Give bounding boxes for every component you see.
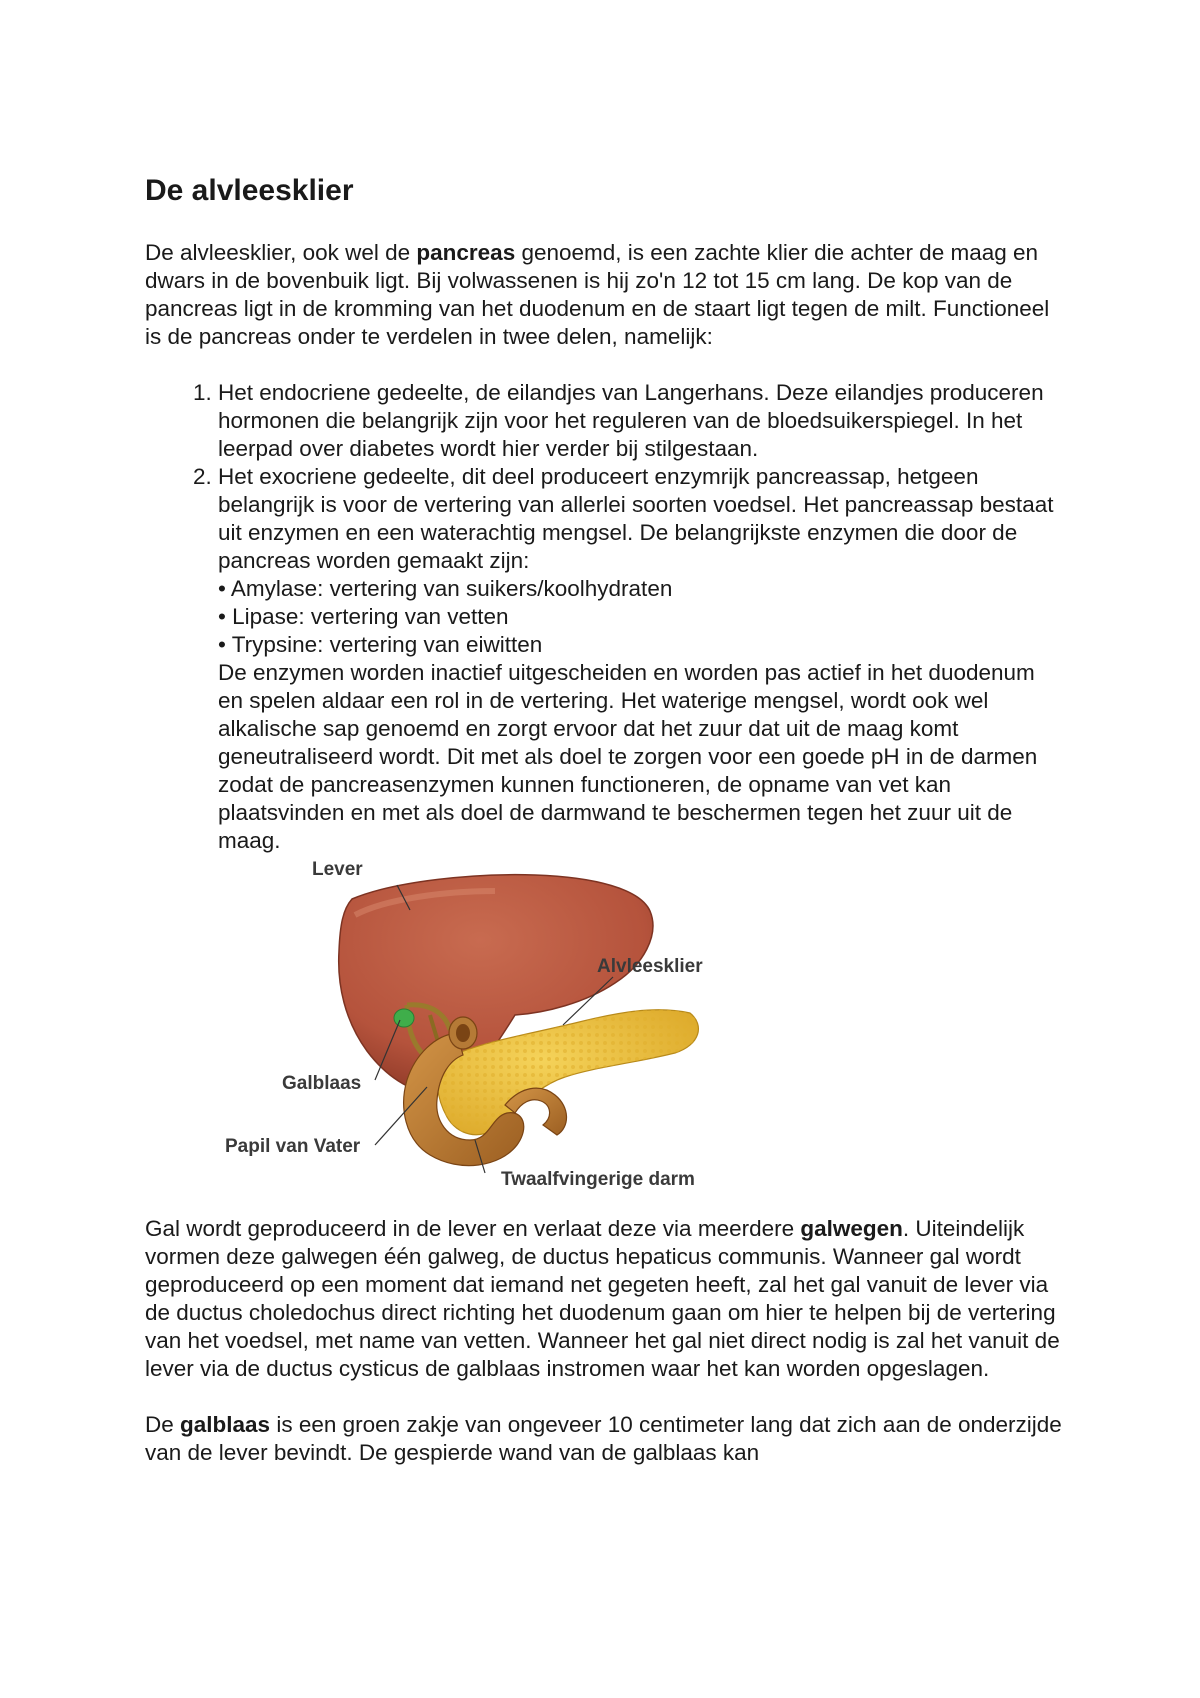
list-item-exocrine <box>218 463 1065 855</box>
paragraph-spacer <box>145 1383 1065 1411</box>
label-lever: Lever <box>312 859 363 880</box>
label-galblaas: Galblaas <box>282 1073 362 1094</box>
enzyme-bullet-trypsine: • Trypsine: vertering van eiwitten <box>218 632 543 657</box>
list-item-2-outro: De enzymen worden inactief uitgescheiden en worden pas actief in het duodenum en spelen aldaar een rol in de vertering. Het waterige mengsel, wordt ook wel alkalische sap genoemd en zorgt ervoor dat het zuur dat uit de maag komt geneutraliseerd wordt. Dit met als doel te zorgen voor een goede pH in de darmen zodat de pancreasenzymen kunnen functioneren, de opname van vet kan plaatsvinden en met als doel de darmwand te beschermen tegen het zuur uit de maag. <box>218 660 1038 853</box>
gal-bold-term: galwegen <box>800 1216 903 1241</box>
gallbladder-shape <box>394 1009 414 1027</box>
function-list <box>145 379 1065 855</box>
label-alvleesklier: Alvleesklier <box>597 956 703 977</box>
document-content <box>145 172 1065 1467</box>
list-item-endocrine <box>218 379 1065 463</box>
intro-text-1: De alvleesklier, ook wel de <box>145 240 417 265</box>
label-papil-van-vater: Papil van Vater <box>225 1136 361 1157</box>
intro-text-2: genoemd, is een zachte klier die achter de maag en dwars in de bovenbuik ligt. Bij volwassenen is hij zo'n 12 tot 15 cm lang. De kop van de pancreas ligt in de kromming van het duodenum en de staart ligt tegen de milt. Functioneel is de pancreas onder te verdelen in twee delen, namelijk: <box>145 240 1050 349</box>
intro-paragraph <box>145 239 1065 351</box>
liver-pancreas-illustration <box>145 855 1065 1215</box>
anatomy-figure <box>145 855 1065 1215</box>
enzyme-bullet-amylase: • Amylase: vertering van suikers/koolhydraten <box>218 576 673 601</box>
galblaas-bold-term: galblaas <box>180 1412 271 1437</box>
list-item-2-intro: 2. Het exocriene gedeelte, dit deel produceert enzymrijk pancreassap, hetgeen belangrijk is voor de vertering van allerlei soorten voedsel. Het pancreassap bestaat uit enzymen en een waterachtig mengsel. De belangrijkste enzymen die door de pancreas worden gemaakt zijn: <box>218 464 1054 573</box>
gal-paragraph <box>145 1215 1065 1383</box>
enzyme-bullet-lipase: • Lipase: vertering van vetten <box>218 604 509 629</box>
gal-text-1: Gal wordt geproduceerd in de lever en verlaat deze via meerdere <box>145 1216 801 1241</box>
galblaas-text-1: De <box>145 1412 181 1437</box>
page-title: De alvleesklier <box>145 174 354 207</box>
list-item-1-text: Het endocriene gedeelte, de eilandjes van Langerhans. Deze eilandjes produceren hormonen die belangrijk zijn voor het reguleren van de bloedsuikerspiegel. In het leerpad over diabetes wordt hier verder bij stilgestaan. <box>218 380 1044 461</box>
gal-text-2: . Uiteindelijk vormen deze galwegen één galweg, de ductus hepaticus communis. Wanneer gal wordt geproduceerd op een moment dat iemand net gegeten heeft, zal het gal vanuit de lever via de ductus choledochus direct richting het duodenum gaan om hier te helpen bij de vertering van het voedsel, met name van vetten. Wanneer het gal niet direct nodig is zal het vanuit de lever via de ductus cysticus de galblaas instromen waar het kan worden opgeslagen. <box>145 1216 1060 1381</box>
galblaas-text-2: is een groen zakje van ongeveer 10 centimeter lang dat zich aan de onderzijde van de lever bevindt. De gespierde wand van de galblaas kan <box>145 1412 1062 1465</box>
label-twaalfvingerige-darm: Twaalfvingerige darm <box>501 1169 695 1190</box>
galblaas-paragraph <box>145 1411 1065 1467</box>
intro-bold-term: pancreas <box>416 240 516 265</box>
